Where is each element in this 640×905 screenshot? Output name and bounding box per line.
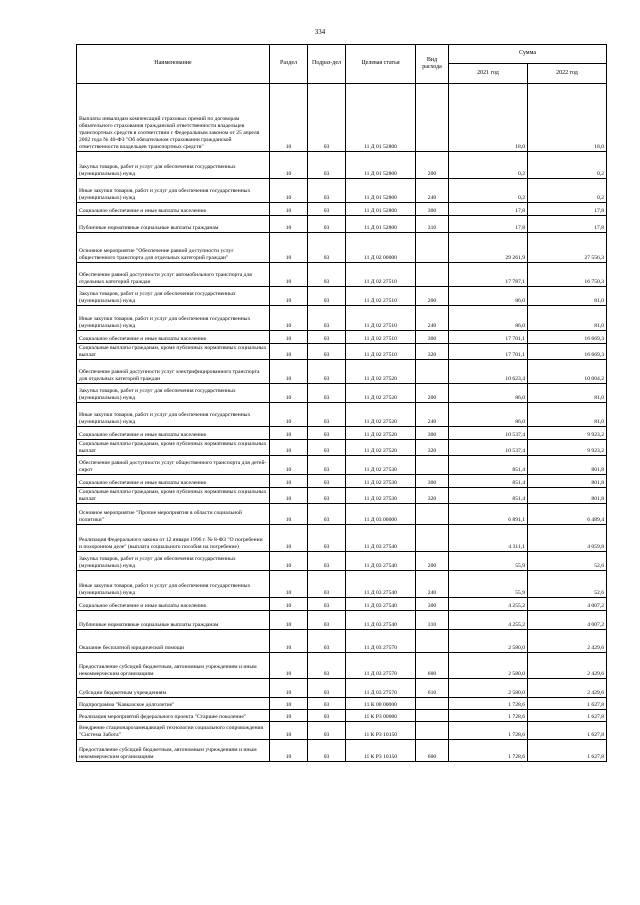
row-subsection: 03 xyxy=(308,344,346,360)
table-row xyxy=(77,488,607,504)
row-amount-2021: 55,9 xyxy=(449,571,528,598)
table-row xyxy=(77,384,607,403)
row-target: 11 Д 03 27570 xyxy=(346,679,416,698)
row-amount-2022: 801,8 xyxy=(528,456,607,475)
row-kind: 240 xyxy=(416,306,449,331)
row-name: Социальные выплаты гражданам, кроме публичных нормативных социальных выплат xyxy=(77,440,270,456)
row-section: 10 xyxy=(270,263,308,287)
row-section: 10 xyxy=(270,722,308,740)
row-section: 10 xyxy=(270,344,308,360)
row-amount-2021: 17 701,1 xyxy=(449,331,528,344)
row-section: 10 xyxy=(270,233,308,263)
row-name: Закупка товаров, работ и услуг для обеспечения государственных (муниципальных) нужд xyxy=(77,287,270,306)
row-target: 11 Д 03 00000 xyxy=(346,504,416,525)
row-subsection: 03 xyxy=(308,263,346,287)
row-name: Предоставление субсидий бюджетным, автономным учреждениям и иным некоммерческим организациям xyxy=(77,653,270,679)
header-year-2021: 2021 год xyxy=(449,64,528,84)
table-row xyxy=(77,504,607,525)
row-kind: 610 xyxy=(416,679,449,698)
row-name: Социальное обеспечение и иные выплаты населению xyxy=(77,598,270,611)
row-section: 10 xyxy=(270,179,308,203)
row-target: 11 Д 01 52800 xyxy=(346,152,416,179)
header-kind: Вид расхода xyxy=(416,45,449,84)
row-name: Реализация Федерального закона от 12 января 1996 г. № 8-ФЗ "О погребении и похоронном деле" (выплата социального пособия на погребение) xyxy=(77,525,270,552)
row-subsection: 03 xyxy=(308,552,346,571)
row-kind xyxy=(416,525,449,552)
row-kind: 200 xyxy=(416,287,449,306)
row-amount-2021: 2 580,0 xyxy=(449,679,528,698)
row-amount-2021: 1 728,6 xyxy=(449,722,528,740)
row-kind xyxy=(416,698,449,710)
row-amount-2022: 17,8 xyxy=(528,203,607,216)
row-section: 10 xyxy=(270,331,308,344)
row-amount-2021: 2 580,0 xyxy=(449,653,528,679)
row-section: 10 xyxy=(270,384,308,403)
row-target: 11 Д 02 27510 xyxy=(346,344,416,360)
table-row xyxy=(77,710,607,722)
table-row xyxy=(77,552,607,571)
row-amount-2021: 0,2 xyxy=(449,152,528,179)
row-subsection: 03 xyxy=(308,440,346,456)
row-amount-2022: 27 556,3 xyxy=(528,233,607,263)
row-subsection: 03 xyxy=(308,384,346,403)
row-amount-2022: 0,2 xyxy=(528,179,607,203)
row-name: Выплаты инвалидам компенсаций страховых премий по договорам обязательного страхования гражданской ответственности владельцев транспортных средств в соответствии с Федеральным законом от 25 апреля 2002 года № 40-ФЗ "Об обязательном страховании гражданской ответственности владельцев транспортных средств" xyxy=(77,84,270,152)
row-subsection: 03 xyxy=(308,152,346,179)
table-row xyxy=(77,287,607,306)
table-row xyxy=(77,360,607,384)
row-name: Обеспечение равной доступности услуг электрифицированного транспорта для отдельных категорий граждан xyxy=(77,360,270,384)
row-amount-2022: 18,0 xyxy=(528,84,607,152)
row-kind xyxy=(416,630,449,653)
header-sum: Сумма xyxy=(449,45,607,64)
row-name: Основное мероприятие "Прочие мероприятия в области социальной политики" xyxy=(77,504,270,525)
row-target: 11 Д 02 00000 xyxy=(346,233,416,263)
row-target: 11 Д 03 27570 xyxy=(346,630,416,653)
row-subsection: 03 xyxy=(308,525,346,552)
row-target: 11 Д 01 52800 xyxy=(346,179,416,203)
row-amount-2022: 52,6 xyxy=(528,552,607,571)
row-name: Предоставление субсидий бюджетным, автономным учреждениям и иным некоммерческим организациям xyxy=(77,740,270,762)
row-amount-2022: 16 750,3 xyxy=(528,263,607,287)
row-amount-2022: 1 627,8 xyxy=(528,740,607,762)
row-target: 11 Д 02 27510 xyxy=(346,306,416,331)
row-name: Иные закупки товаров, работ и услуг для обеспечения государственных (муниципальных) нужд xyxy=(77,306,270,331)
row-target: 11 Д 03 27540 xyxy=(346,552,416,571)
row-name: Социальное обеспечение и иные выплаты населению xyxy=(77,475,270,488)
row-section: 10 xyxy=(270,475,308,488)
row-amount-2022: 1 627,8 xyxy=(528,698,607,710)
table-row xyxy=(77,233,607,263)
row-target: 11 Д 03 27540 xyxy=(346,571,416,598)
row-name: Оказание бесплатной юридической помощи xyxy=(77,630,270,653)
row-target: 11 Д 01 52800 xyxy=(346,216,416,233)
row-amount-2021: 10 623,4 xyxy=(449,360,528,384)
row-amount-2021: 17 701,1 xyxy=(449,344,528,360)
row-amount-2022: 17,8 xyxy=(528,216,607,233)
row-target: 11 Д 02 27530 xyxy=(346,456,416,475)
row-amount-2022: 4 007,2 xyxy=(528,598,607,611)
row-amount-2021: 86,0 xyxy=(449,384,528,403)
row-kind xyxy=(416,263,449,287)
table-row xyxy=(77,403,607,427)
row-amount-2021: 851,4 xyxy=(449,456,528,475)
row-section: 10 xyxy=(270,598,308,611)
row-section: 10 xyxy=(270,306,308,331)
row-name: Основное мероприятие "Обеспечение равной доступности услуг общественного транспорта для отдельных категорий граждан" xyxy=(77,233,270,263)
row-amount-2022: 9 923,2 xyxy=(528,427,607,440)
row-subsection: 03 xyxy=(308,630,346,653)
row-subsection: 03 xyxy=(308,653,346,679)
table-row xyxy=(77,611,607,630)
row-name: Закупка товаров, работ и услуг для обеспечения государственных (муниципальных) нужд xyxy=(77,384,270,403)
row-name: Подпрограмма "Кавказское долголетие" xyxy=(77,698,270,710)
table-row xyxy=(77,179,607,203)
table-row xyxy=(77,740,607,762)
row-amount-2022: 4 059,8 xyxy=(528,525,607,552)
header-subsection: Подраз-дел xyxy=(308,45,346,84)
row-target: 11 Д 03 27540 xyxy=(346,598,416,611)
row-amount-2022: 801,8 xyxy=(528,488,607,504)
table-row xyxy=(77,456,607,475)
table-row xyxy=(77,84,607,152)
row-subsection: 03 xyxy=(308,306,346,331)
row-kind: 310 xyxy=(416,216,449,233)
row-name: Социальное обеспечение и иные выплаты населению xyxy=(77,331,270,344)
row-kind xyxy=(416,722,449,740)
row-amount-2022: 16 669,3 xyxy=(528,344,607,360)
table-row xyxy=(77,152,607,179)
row-section: 10 xyxy=(270,504,308,525)
row-kind: 300 xyxy=(416,475,449,488)
row-target: 11 Д 02 27510 xyxy=(346,263,416,287)
table-row xyxy=(77,630,607,653)
row-kind: 600 xyxy=(416,653,449,679)
row-section: 10 xyxy=(270,630,308,653)
row-name: Реализация мероприятий федерального проекта "Старшее поколение" xyxy=(77,710,270,722)
row-amount-2021: 10 537,4 xyxy=(449,427,528,440)
row-name: Публичные нормативные социальные выплаты гражданам xyxy=(77,216,270,233)
row-section: 10 xyxy=(270,216,308,233)
row-kind: 300 xyxy=(416,598,449,611)
row-subsection: 03 xyxy=(308,504,346,525)
row-amount-2021: 29 261,9 xyxy=(449,233,528,263)
row-amount-2021: 1 728,6 xyxy=(449,740,528,762)
table-row xyxy=(77,216,607,233)
row-amount-2022: 81,0 xyxy=(528,306,607,331)
row-section: 10 xyxy=(270,203,308,216)
row-subsection: 03 xyxy=(308,722,346,740)
row-amount-2022: 2 429,6 xyxy=(528,630,607,653)
row-section: 10 xyxy=(270,488,308,504)
row-subsection: 03 xyxy=(308,698,346,710)
row-section: 10 xyxy=(270,571,308,598)
table-row xyxy=(77,427,607,440)
row-name: Социальное обеспечение и иные выплаты населению xyxy=(77,203,270,216)
row-kind: 240 xyxy=(416,403,449,427)
row-subsection: 03 xyxy=(308,287,346,306)
row-target: 11 К Р3 10150 xyxy=(346,740,416,762)
row-amount-2022: 52,6 xyxy=(528,571,607,598)
table-row xyxy=(77,344,607,360)
row-kind: 300 xyxy=(416,203,449,216)
row-amount-2022: 81,0 xyxy=(528,287,607,306)
row-name: Иные закупки товаров, работ и услуг для обеспечения государственных (муниципальных) нужд xyxy=(77,403,270,427)
row-subsection: 03 xyxy=(308,203,346,216)
row-amount-2022: 801,8 xyxy=(528,475,607,488)
row-amount-2021: 1 728,6 xyxy=(449,698,528,710)
row-amount-2021: 86,0 xyxy=(449,287,528,306)
row-amount-2021: 4 255,2 xyxy=(449,598,528,611)
row-amount-2021: 4 255,2 xyxy=(449,611,528,630)
row-section: 10 xyxy=(270,611,308,630)
row-name: Социальные выплаты гражданам, кроме публичных нормативных социальных выплат xyxy=(77,344,270,360)
row-kind xyxy=(416,710,449,722)
row-amount-2021: 6 891,1 xyxy=(449,504,528,525)
header-year-2022: 2022 год xyxy=(528,64,607,84)
page-number: 334 xyxy=(314,28,326,36)
row-target: 11 Д 02 27530 xyxy=(346,488,416,504)
row-target: 11 К Р3 10150 xyxy=(346,722,416,740)
row-amount-2021: 851,4 xyxy=(449,488,528,504)
row-kind: 200 xyxy=(416,152,449,179)
row-target: 11 Д 02 27520 xyxy=(346,384,416,403)
row-target: 11 Д 02 27520 xyxy=(346,440,416,456)
row-amount-2022: 9 923,2 xyxy=(528,440,607,456)
row-section: 10 xyxy=(270,653,308,679)
row-section: 10 xyxy=(270,710,308,722)
row-name: Закупка товаров, работ и услуг для обеспечения государственных (муниципальных) нужд xyxy=(77,152,270,179)
row-target: 11 Д 02 27510 xyxy=(346,287,416,306)
table-header xyxy=(77,45,607,84)
row-target: 11 Д 03 27540 xyxy=(346,525,416,552)
row-subsection: 03 xyxy=(308,598,346,611)
row-target: 11 Д 02 27530 xyxy=(346,475,416,488)
row-amount-2021: 17,8 xyxy=(449,216,528,233)
row-target: 11 Д 02 27520 xyxy=(346,403,416,427)
row-section: 10 xyxy=(270,440,308,456)
table-row xyxy=(77,263,607,287)
row-name: Субсидии бюджетным учреждениям xyxy=(77,679,270,698)
row-kind xyxy=(416,360,449,384)
row-amount-2021: 1 728,6 xyxy=(449,710,528,722)
row-amount-2022: 4 007,2 xyxy=(528,611,607,630)
row-name: Публичные нормативные социальные выплаты гражданам xyxy=(77,611,270,630)
row-amount-2022: 2 429,6 xyxy=(528,653,607,679)
row-section: 10 xyxy=(270,84,308,152)
row-amount-2022: 16 669,3 xyxy=(528,331,607,344)
row-amount-2021: 17 787,1 xyxy=(449,263,528,287)
table-body xyxy=(77,84,607,762)
row-subsection: 03 xyxy=(308,331,346,344)
row-subsection: 03 xyxy=(308,571,346,598)
row-amount-2022: 81,0 xyxy=(528,403,607,427)
row-subsection: 03 xyxy=(308,475,346,488)
table-row xyxy=(77,475,607,488)
row-amount-2022: 6 489,4 xyxy=(528,504,607,525)
row-subsection: 03 xyxy=(308,84,346,152)
row-subsection: 03 xyxy=(308,740,346,762)
row-section: 10 xyxy=(270,360,308,384)
row-kind xyxy=(416,504,449,525)
table-row xyxy=(77,306,607,331)
row-subsection: 03 xyxy=(308,488,346,504)
row-section: 10 xyxy=(270,679,308,698)
row-target: 11 Д 01 52800 xyxy=(346,203,416,216)
table-row xyxy=(77,440,607,456)
row-amount-2022: 2 429,6 xyxy=(528,679,607,698)
row-amount-2021: 10 537,4 xyxy=(449,440,528,456)
row-target: 11 Д 02 27520 xyxy=(346,427,416,440)
row-target: 11 Д 02 27510 xyxy=(346,331,416,344)
row-section: 10 xyxy=(270,427,308,440)
row-name: Социальное обеспечение и иные выплаты населению xyxy=(77,427,270,440)
row-section: 10 xyxy=(270,456,308,475)
row-subsection: 03 xyxy=(308,403,346,427)
row-section: 10 xyxy=(270,403,308,427)
header-section: Раздел xyxy=(270,45,308,84)
row-kind: 300 xyxy=(416,331,449,344)
row-amount-2021: 4 311,1 xyxy=(449,525,528,552)
table-row xyxy=(77,571,607,598)
row-name: Внедрение стационарозамещающей технологии социального сопровождения "Система Забота" xyxy=(77,722,270,740)
row-amount-2022: 0,2 xyxy=(528,152,607,179)
row-kind: 200 xyxy=(416,552,449,571)
row-name: Иные закупки товаров, работ и услуг для обеспечения государственных (муниципальных) нужд xyxy=(77,571,270,598)
row-subsection: 03 xyxy=(308,427,346,440)
row-kind: 300 xyxy=(416,427,449,440)
row-kind: 320 xyxy=(416,488,449,504)
row-subsection: 03 xyxy=(308,679,346,698)
row-kind: 310 xyxy=(416,611,449,630)
row-amount-2021: 851,4 xyxy=(449,475,528,488)
row-kind xyxy=(416,84,449,152)
row-name: Социальные выплаты гражданам, кроме публичных нормативных социальных выплат xyxy=(77,488,270,504)
row-subsection: 03 xyxy=(308,456,346,475)
row-kind: 240 xyxy=(416,571,449,598)
row-subsection: 03 xyxy=(308,360,346,384)
row-amount-2022: 1 627,8 xyxy=(528,710,607,722)
row-kind: 240 xyxy=(416,179,449,203)
row-subsection: 03 xyxy=(308,216,346,233)
row-section: 10 xyxy=(270,698,308,710)
row-amount-2022: 1 627,8 xyxy=(528,722,607,740)
table-row xyxy=(77,698,607,710)
header-target: Целевая статья xyxy=(346,45,416,84)
row-target: 11 К 00 00000 xyxy=(346,698,416,710)
row-amount-2021: 2 580,0 xyxy=(449,630,528,653)
row-kind xyxy=(416,233,449,263)
table-row xyxy=(77,525,607,552)
row-amount-2021: 0,2 xyxy=(449,179,528,203)
row-section: 10 xyxy=(270,525,308,552)
row-subsection: 03 xyxy=(308,179,346,203)
row-section: 10 xyxy=(270,740,308,762)
row-subsection: 03 xyxy=(308,710,346,722)
header-name: Наименование xyxy=(77,45,270,84)
row-kind: 600 xyxy=(416,740,449,762)
table-row xyxy=(77,679,607,698)
budget-table xyxy=(76,44,607,762)
table-row xyxy=(77,203,607,216)
row-amount-2022: 81,0 xyxy=(528,384,607,403)
row-kind: 320 xyxy=(416,440,449,456)
row-target: 11 Д 03 27570 xyxy=(346,653,416,679)
row-amount-2021: 86,0 xyxy=(449,306,528,331)
row-subsection: 03 xyxy=(308,233,346,263)
row-target: 11 Д 02 27520 xyxy=(346,360,416,384)
row-target: 11 Д 03 27540 xyxy=(346,611,416,630)
table-row xyxy=(77,653,607,679)
row-section: 10 xyxy=(270,287,308,306)
row-kind xyxy=(416,456,449,475)
row-amount-2021: 18,0 xyxy=(449,84,528,152)
table-row xyxy=(77,722,607,740)
row-target: 11 Д 01 52800 xyxy=(346,84,416,152)
row-amount-2022: 10 004,2 xyxy=(528,360,607,384)
row-amount-2021: 17,8 xyxy=(449,203,528,216)
row-name: Иные закупки товаров, работ и услуг для обеспечения государственных (муниципальных) нужд xyxy=(77,179,270,203)
row-section: 10 xyxy=(270,152,308,179)
row-section: 10 xyxy=(270,552,308,571)
row-name: Закупка товаров, работ и услуг для обеспечения государственных (муниципальных) нужд xyxy=(77,552,270,571)
table-row xyxy=(77,598,607,611)
row-target: 11 К Р3 00000 xyxy=(346,710,416,722)
row-name: Обеспечение равной доступности услуг общественного транспорта для детей-сирот xyxy=(77,456,270,475)
row-amount-2021: 55,9 xyxy=(449,552,528,571)
row-kind: 320 xyxy=(416,344,449,360)
row-name: Обеспечение равной доступности услуг автомобильного транспорта для отдельных категорий граждан xyxy=(77,263,270,287)
row-kind: 200 xyxy=(416,384,449,403)
row-subsection: 03 xyxy=(308,611,346,630)
row-amount-2021: 86,0 xyxy=(449,403,528,427)
table-row xyxy=(77,331,607,344)
